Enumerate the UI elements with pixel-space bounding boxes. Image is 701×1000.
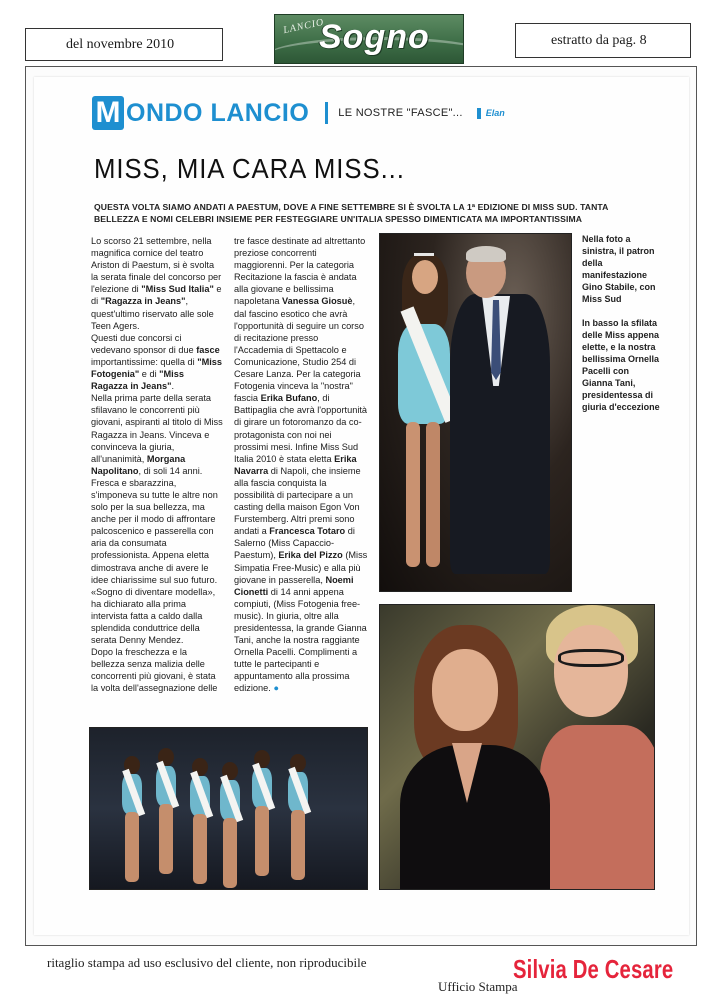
paragraph: Dopo la freschezza e la bellezza senza malizia delle concorrenti più giovani, è stata la volta dell'assegnazione delle <box>91 647 218 694</box>
brand-marker <box>477 108 481 119</box>
caption-paragraph: In basso la sfilata delle Miss appena elette, e la nostra bellissima Ornella Pacelli con Gianna Tani, presidentessa di giuria d'eccezione <box>582 318 660 412</box>
article-headline: MISS, MIA CARA MISS... <box>94 153 405 184</box>
magazine-logo <box>274 14 464 64</box>
figure-shape <box>426 422 440 567</box>
date-box <box>25 28 223 61</box>
brand-label: Elan <box>485 108 505 118</box>
figure-shape <box>414 246 434 256</box>
figure-shape <box>554 625 628 717</box>
date-text: del novembre 2010 <box>66 36 175 52</box>
extract-text: estratto da pag. 8 <box>551 32 647 48</box>
paragraph: tre fasce destinate ad altrettanto preziose concorrenti maggiorenni. Per la categoria Recitazione la fascia è andata alla giovane e bellissima napoletana Vanessa Giosuè, dal fascino esotico che avrà l'opportunità di seguire un corso di recitazione presso l'Accademia di Spettacolo e Comunicazione, Studio 254 di Cesare Lanza. Per la categoria Fotogenia vinceva la "nostra" fascia Erika Bufano, di Battipaglia che avrà l'opportunità di girare un fotoromanzo da co-protagonista con noi nei prossimi mesi. Infine Miss Sud Italia 2010 è stata eletta Erika Navarra di Napoli, che insieme alla fascia conquista la possibilità di partecipare a un casting della maison Egon Von Furstemberg. Altri premi sono andati a Francesca Totaro di Salerno (Miss Capaccio-Paestum), Erika del Pizzo (Miss Simpatia Free-Music) e alla più giovane in passerella, Noemi Cionetti di 14 anni appena compiuti, (Miss Fotogenia free-music). In giuria, oltre alla presidentessa, la grande Gianna Tani, anche la nostra raggiante Ornella Pacelli. Complimenti a tutte le partecipanti e appuntamento alla prossima edizione. ● <box>234 236 368 694</box>
section-header <box>92 95 505 131</box>
figure-shape <box>466 246 506 262</box>
article-column-2 <box>234 235 368 695</box>
figure-shape <box>540 725 655 890</box>
photo-miss-parade <box>89 727 368 890</box>
photo-caption <box>582 233 662 425</box>
magazine-page <box>34 77 689 935</box>
footer-note: ritaglio stampa ad uso esclusivo del cliente, non riproducibile <box>47 955 367 970</box>
article-intro: QUESTA VOLTA SIAMO ANDATI A PAESTUM, DOVE A FINE SETTEMBRE SI È SVOLTA LA 1ª EDIZIONE DI MISS SUD. TANTA BELLEZZA E NOMI CELEBRI INSIEME PER FESTEGGIARE UN'ITALIA SPESSO DIMENTICATA MA IMPORTANTISSIMA <box>94 202 609 224</box>
footer-signature: Silvia De Cesare <box>513 954 674 984</box>
extract-box <box>515 23 691 58</box>
subsection-label: LE NOSTRE "FASCE"... <box>338 107 463 119</box>
clipping-page <box>25 66 697 946</box>
article-column-1 <box>91 235 223 695</box>
paragraph: Lo scorso 21 settembre, nella magnifica cornice del teatro Ariston di Paestum, si è svolta la serata finale del concorso per l'elezione di "Miss Sud Italia" e di "Ragazza in Jeans", quest'ultimo riservato alle sole Teen Agers. <box>91 236 222 331</box>
section-divider <box>325 102 328 124</box>
photo-patron-miss-sud <box>379 233 572 592</box>
figure-shape <box>412 260 438 294</box>
paragraph: Nella prima parte della serata sfilavano le concorrenti più giovani, aspiranti al titolo di Miss Ragazza in Jeans. Vinceva e convinceva la giuria, all'unanimità, Morgana Napolitano, di soli 14 anni. Fresca e sbarazzina, s'imponeva su tutte le altre non solo per la sua bellezza, ma anche per il modo di affrontare palcoscenico e passerella con aria da consumata professionista. Appena eletta dimostrava anche di avere le idee chiarissime sul suo futuro. «Sogno di diventare modella», ha dichiarato alla prima intervista fatta a caldo dalla splendida conduttrice della serata Denny Mendez. <box>91 393 223 646</box>
caption-paragraph: Nella foto a sinistra, il patron della manifestazione Gino Stabile, con Miss Sud <box>582 234 656 304</box>
logo-small-text: LANCIO <box>282 16 326 37</box>
figure-shape <box>406 422 420 567</box>
photo-pacelli-tani <box>379 604 655 890</box>
footer-office: Ufficio Stampa <box>438 979 518 994</box>
figure-shape <box>558 649 624 667</box>
section-title: ONDO LANCIO <box>126 98 310 127</box>
paragraph: Questi due concorsi ci vedevano sponsor di due fasce importantissime: quella di "Miss Fotogenia" e di "Miss Ragazza in Jeans". <box>91 332 222 392</box>
section-initial: M <box>92 96 124 130</box>
logo-main-text: Sogno <box>319 18 430 56</box>
figure-shape <box>432 649 498 731</box>
